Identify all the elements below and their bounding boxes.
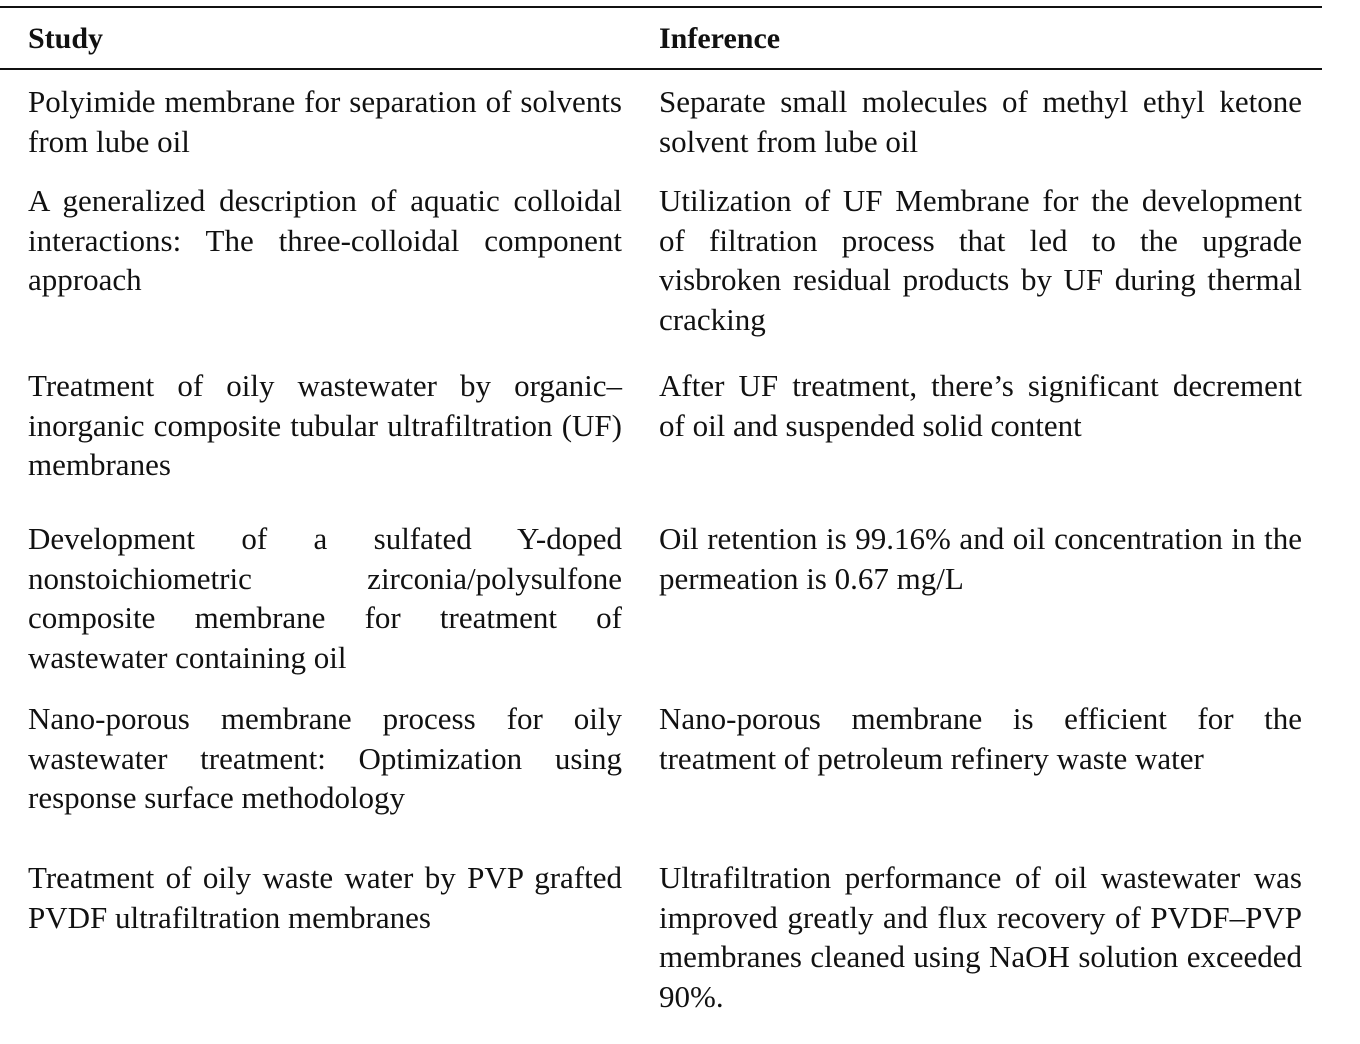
- header-inference: Inference: [659, 22, 781, 55]
- table-row-3-inference: After UF treatment, there’s significant decrement of oil and suspended solid content: [659, 368, 1302, 443]
- table-row-5-inference: Nano-porous membrane is efficient for the treatment of petroleum refinery waste water: [659, 701, 1302, 776]
- table-row-2-inference: Utilization of UF Membrane for the development of filtration process that led to the upgrade visbroken residual products by UF during thermal cracking: [659, 183, 1302, 337]
- table-header-rule: [0, 68, 1322, 70]
- table-row-1-study: Polyimide membrane for separation of solvents from lube oil: [28, 84, 622, 159]
- table-row-4-inference: Oil retention is 99.16% and oil concentration in the permeation is 0.67 mg/L: [659, 521, 1302, 596]
- table-row-6-inference: Ultrafiltration performance of oil wastewater was improved greatly and flux recovery of PVDF–PVP membranes cleaned using NaOH solution exceeded 90%.: [659, 860, 1302, 1014]
- table-row-6-study: Treatment of oily waste water by PVP grafted PVDF ultrafiltration membranes: [28, 860, 622, 935]
- table-row-4-study: Development of a sulfated Y-doped nonstoichiometric zirconia/polysulfone composite membrane for treatment of wastewater containing oil: [28, 521, 622, 675]
- table-row-1-inference: Separate small molecules of methyl ethyl ketone solvent from lube oil: [659, 84, 1302, 159]
- table-row-3-study: Treatment of oily wastewater by organic–inorganic composite tubular ultrafiltration (UF) membranes: [28, 368, 622, 482]
- header-study: Study: [28, 22, 104, 55]
- table-row-5-study: Nano-porous membrane process for oily wastewater treatment: Optimization using response surface methodology: [28, 701, 622, 815]
- table-top-rule: [0, 6, 1322, 8]
- table-row-2-study: A generalized description of aquatic colloidal interactions: The three-colloidal component approach: [28, 183, 622, 297]
